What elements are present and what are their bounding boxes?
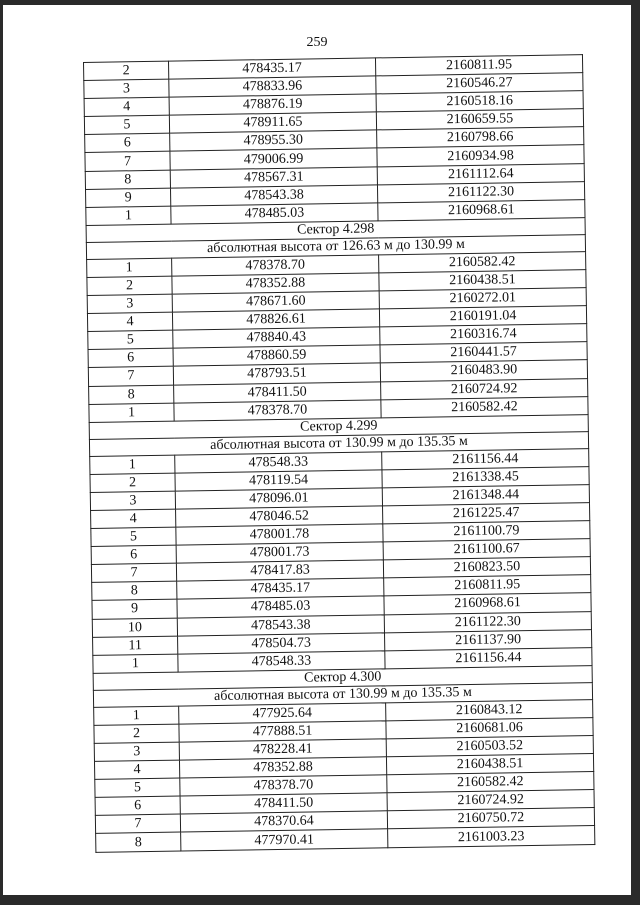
point-number-cell: 7: [88, 367, 173, 386]
y-coordinate-cell: 2161137.90: [384, 629, 591, 650]
x-coordinate-cell: 478119.54: [175, 470, 382, 491]
y-coordinate-cell: 2160724.92: [381, 378, 588, 399]
point-number-cell: 6: [88, 348, 173, 367]
point-number-cell: 4: [94, 760, 179, 779]
y-coordinate-cell: 2160438.51: [379, 270, 586, 291]
point-number-cell: 6: [85, 134, 170, 153]
point-number-cell: 4: [91, 509, 176, 528]
y-coordinate-cell: 2160272.01: [379, 288, 586, 309]
y-coordinate-cell: 2160823.50: [383, 557, 590, 578]
point-number-cell: 4: [87, 312, 172, 331]
point-number-cell: 2: [94, 724, 179, 743]
sector-header-text: Сектор 4.300: [93, 665, 592, 690]
point-number-cell: 6: [91, 545, 176, 564]
point-number-cell: 5: [84, 115, 169, 134]
point-number-cell: 1: [89, 403, 174, 422]
x-coordinate-cell: 477888.51: [179, 721, 386, 742]
x-coordinate-cell: 478378.70: [174, 399, 381, 420]
y-coordinate-cell: 2160968.61: [378, 199, 585, 220]
x-coordinate-cell: 478955.30: [170, 130, 377, 151]
x-coordinate-cell: 477925.64: [179, 703, 386, 724]
x-coordinate-cell: 478096.01: [175, 488, 382, 509]
x-coordinate-cell: 478378.70: [180, 775, 387, 796]
y-coordinate-cell: 2160483.90: [380, 360, 587, 381]
point-number-cell: 1: [94, 706, 179, 725]
point-number-cell: 5: [95, 778, 180, 797]
point-number-cell: 3: [84, 79, 169, 98]
x-coordinate-cell: 478876.19: [169, 94, 376, 115]
x-coordinate-cell: 478485.03: [171, 203, 378, 224]
point-number-cell: 8: [85, 170, 170, 189]
x-coordinate-cell: 478352.88: [179, 757, 386, 778]
point-number-cell: 10: [92, 618, 177, 637]
sector-header-text: Сектор 4.299: [89, 414, 588, 439]
y-coordinate-cell: 2161100.79: [383, 521, 590, 542]
y-coordinate-cell: 2161112.64: [377, 163, 584, 184]
point-number-cell: 1: [93, 654, 178, 673]
sector-header-text: абсолютная высота от 130.99 м до 135.35 м: [93, 682, 592, 707]
x-coordinate-cell: 478567.31: [170, 166, 377, 187]
point-number-cell: 1: [87, 258, 172, 277]
x-coordinate-cell: 478417.83: [176, 560, 383, 581]
point-number-cell: 2: [84, 61, 169, 80]
y-coordinate-cell: 2160811.95: [384, 575, 591, 596]
point-number-cell: 8: [89, 385, 174, 404]
point-number-cell: 2: [90, 473, 175, 492]
point-number-cell: 11: [93, 636, 178, 655]
y-coordinate-cell: 2160968.61: [384, 593, 591, 614]
x-coordinate-cell: 478543.38: [170, 185, 377, 206]
point-number-cell: 9: [92, 600, 177, 619]
x-coordinate-cell: 478378.70: [172, 255, 379, 276]
y-coordinate-cell: 2160582.42: [387, 772, 594, 793]
sector-header-text: Сектор 4.298: [86, 217, 585, 242]
x-coordinate-cell: 477970.41: [181, 829, 388, 850]
x-coordinate-cell: 478793.51: [173, 363, 380, 384]
x-coordinate-cell: 478485.03: [177, 596, 384, 617]
x-coordinate-cell: 478833.96: [169, 76, 376, 97]
y-coordinate-cell: 2161225.47: [383, 503, 590, 524]
x-coordinate-cell: 478826.61: [172, 309, 379, 330]
point-number-cell: 8: [96, 833, 181, 852]
y-coordinate-cell: 2161122.30: [384, 611, 591, 632]
y-coordinate-cell: 2160843.12: [386, 699, 593, 720]
page-number: 259: [306, 35, 328, 50]
x-coordinate-cell: 478435.17: [168, 58, 375, 79]
y-coordinate-cell: 2160681.06: [386, 717, 593, 738]
x-coordinate-cell: 479006.99: [170, 148, 377, 169]
x-coordinate-cell: 478504.73: [178, 632, 385, 653]
y-coordinate-cell: 2160934.98: [377, 145, 584, 166]
point-number-cell: 8: [92, 581, 177, 600]
x-coordinate-cell: 478228.41: [179, 739, 386, 760]
y-coordinate-cell: 2161156.44: [382, 448, 589, 469]
point-number-cell: 7: [91, 563, 176, 582]
x-coordinate-cell: 478370.64: [180, 811, 387, 832]
coordinates-table-wrapper: [83, 54, 593, 852]
y-coordinate-cell: 2161348.44: [382, 484, 589, 505]
x-coordinate-cell: 478911.65: [169, 112, 376, 133]
y-coordinate-cell: 2161100.67: [383, 539, 590, 560]
x-coordinate-cell: 478548.33: [178, 651, 385, 672]
point-number-cell: 1: [86, 206, 171, 225]
point-number-cell: 3: [90, 491, 175, 510]
point-number-cell: 5: [91, 527, 176, 546]
x-coordinate-cell: 478840.43: [173, 327, 380, 348]
point-number-cell: 3: [94, 742, 179, 761]
point-number-cell: 9: [85, 188, 170, 207]
x-coordinate-cell: 478411.50: [180, 793, 387, 814]
y-coordinate-cell: 2161003.23: [388, 826, 595, 847]
point-number-cell: 5: [88, 330, 173, 349]
y-coordinate-cell: 2160503.52: [386, 736, 593, 757]
point-number-cell: 4: [84, 97, 169, 116]
x-coordinate-cell: 478046.52: [176, 506, 383, 527]
y-coordinate-cell: 2160438.51: [386, 754, 593, 775]
y-coordinate-cell: 2161338.45: [382, 466, 589, 487]
x-coordinate-cell: 478435.17: [177, 578, 384, 599]
document-page: [3, 5, 631, 895]
y-coordinate-cell: 2160724.92: [387, 790, 594, 811]
x-coordinate-cell: 478671.60: [172, 291, 379, 312]
point-number-cell: 2: [87, 276, 172, 295]
point-number-cell: 7: [85, 152, 170, 171]
x-coordinate-cell: 478543.38: [177, 614, 384, 635]
y-coordinate-cell: 2160316.74: [380, 324, 587, 345]
y-coordinate-cell: 2160518.16: [376, 91, 583, 112]
y-coordinate-cell: 2160191.04: [379, 306, 586, 327]
x-coordinate-cell: 478001.73: [176, 542, 383, 563]
y-coordinate-cell: 2160582.42: [381, 396, 588, 417]
y-coordinate-cell: 2160750.72: [387, 808, 594, 829]
y-coordinate-cell: 2160811.95: [375, 55, 582, 76]
x-coordinate-cell: 478860.59: [173, 345, 380, 366]
point-number-cell: 3: [87, 294, 172, 313]
y-coordinate-cell: 2160546.27: [376, 73, 583, 94]
y-coordinate-cell: 2161122.30: [377, 181, 584, 202]
y-coordinate-cell: 2161156.44: [385, 647, 592, 668]
point-number-cell: 7: [95, 814, 180, 833]
x-coordinate-cell: 478411.50: [174, 381, 381, 402]
y-coordinate-cell: 2160798.66: [377, 127, 584, 148]
sector-header-text: абсолютная высота от 130.99 м до 135.35 м: [89, 431, 588, 456]
x-coordinate-cell: 478352.88: [172, 273, 379, 294]
coordinates-table: [83, 54, 595, 852]
y-coordinate-cell: 2160659.55: [376, 109, 583, 130]
coordinates-table-body: [84, 55, 595, 852]
x-coordinate-cell: 478001.78: [176, 524, 383, 545]
y-coordinate-cell: 2160441.57: [380, 342, 587, 363]
sector-header-text: абсолютная высота от 126.63 м до 130.99 м: [86, 234, 585, 259]
point-number-cell: 1: [90, 455, 175, 474]
x-coordinate-cell: 478548.33: [175, 452, 382, 473]
point-number-cell: 6: [95, 796, 180, 815]
y-coordinate-cell: 2160582.42: [379, 251, 586, 272]
